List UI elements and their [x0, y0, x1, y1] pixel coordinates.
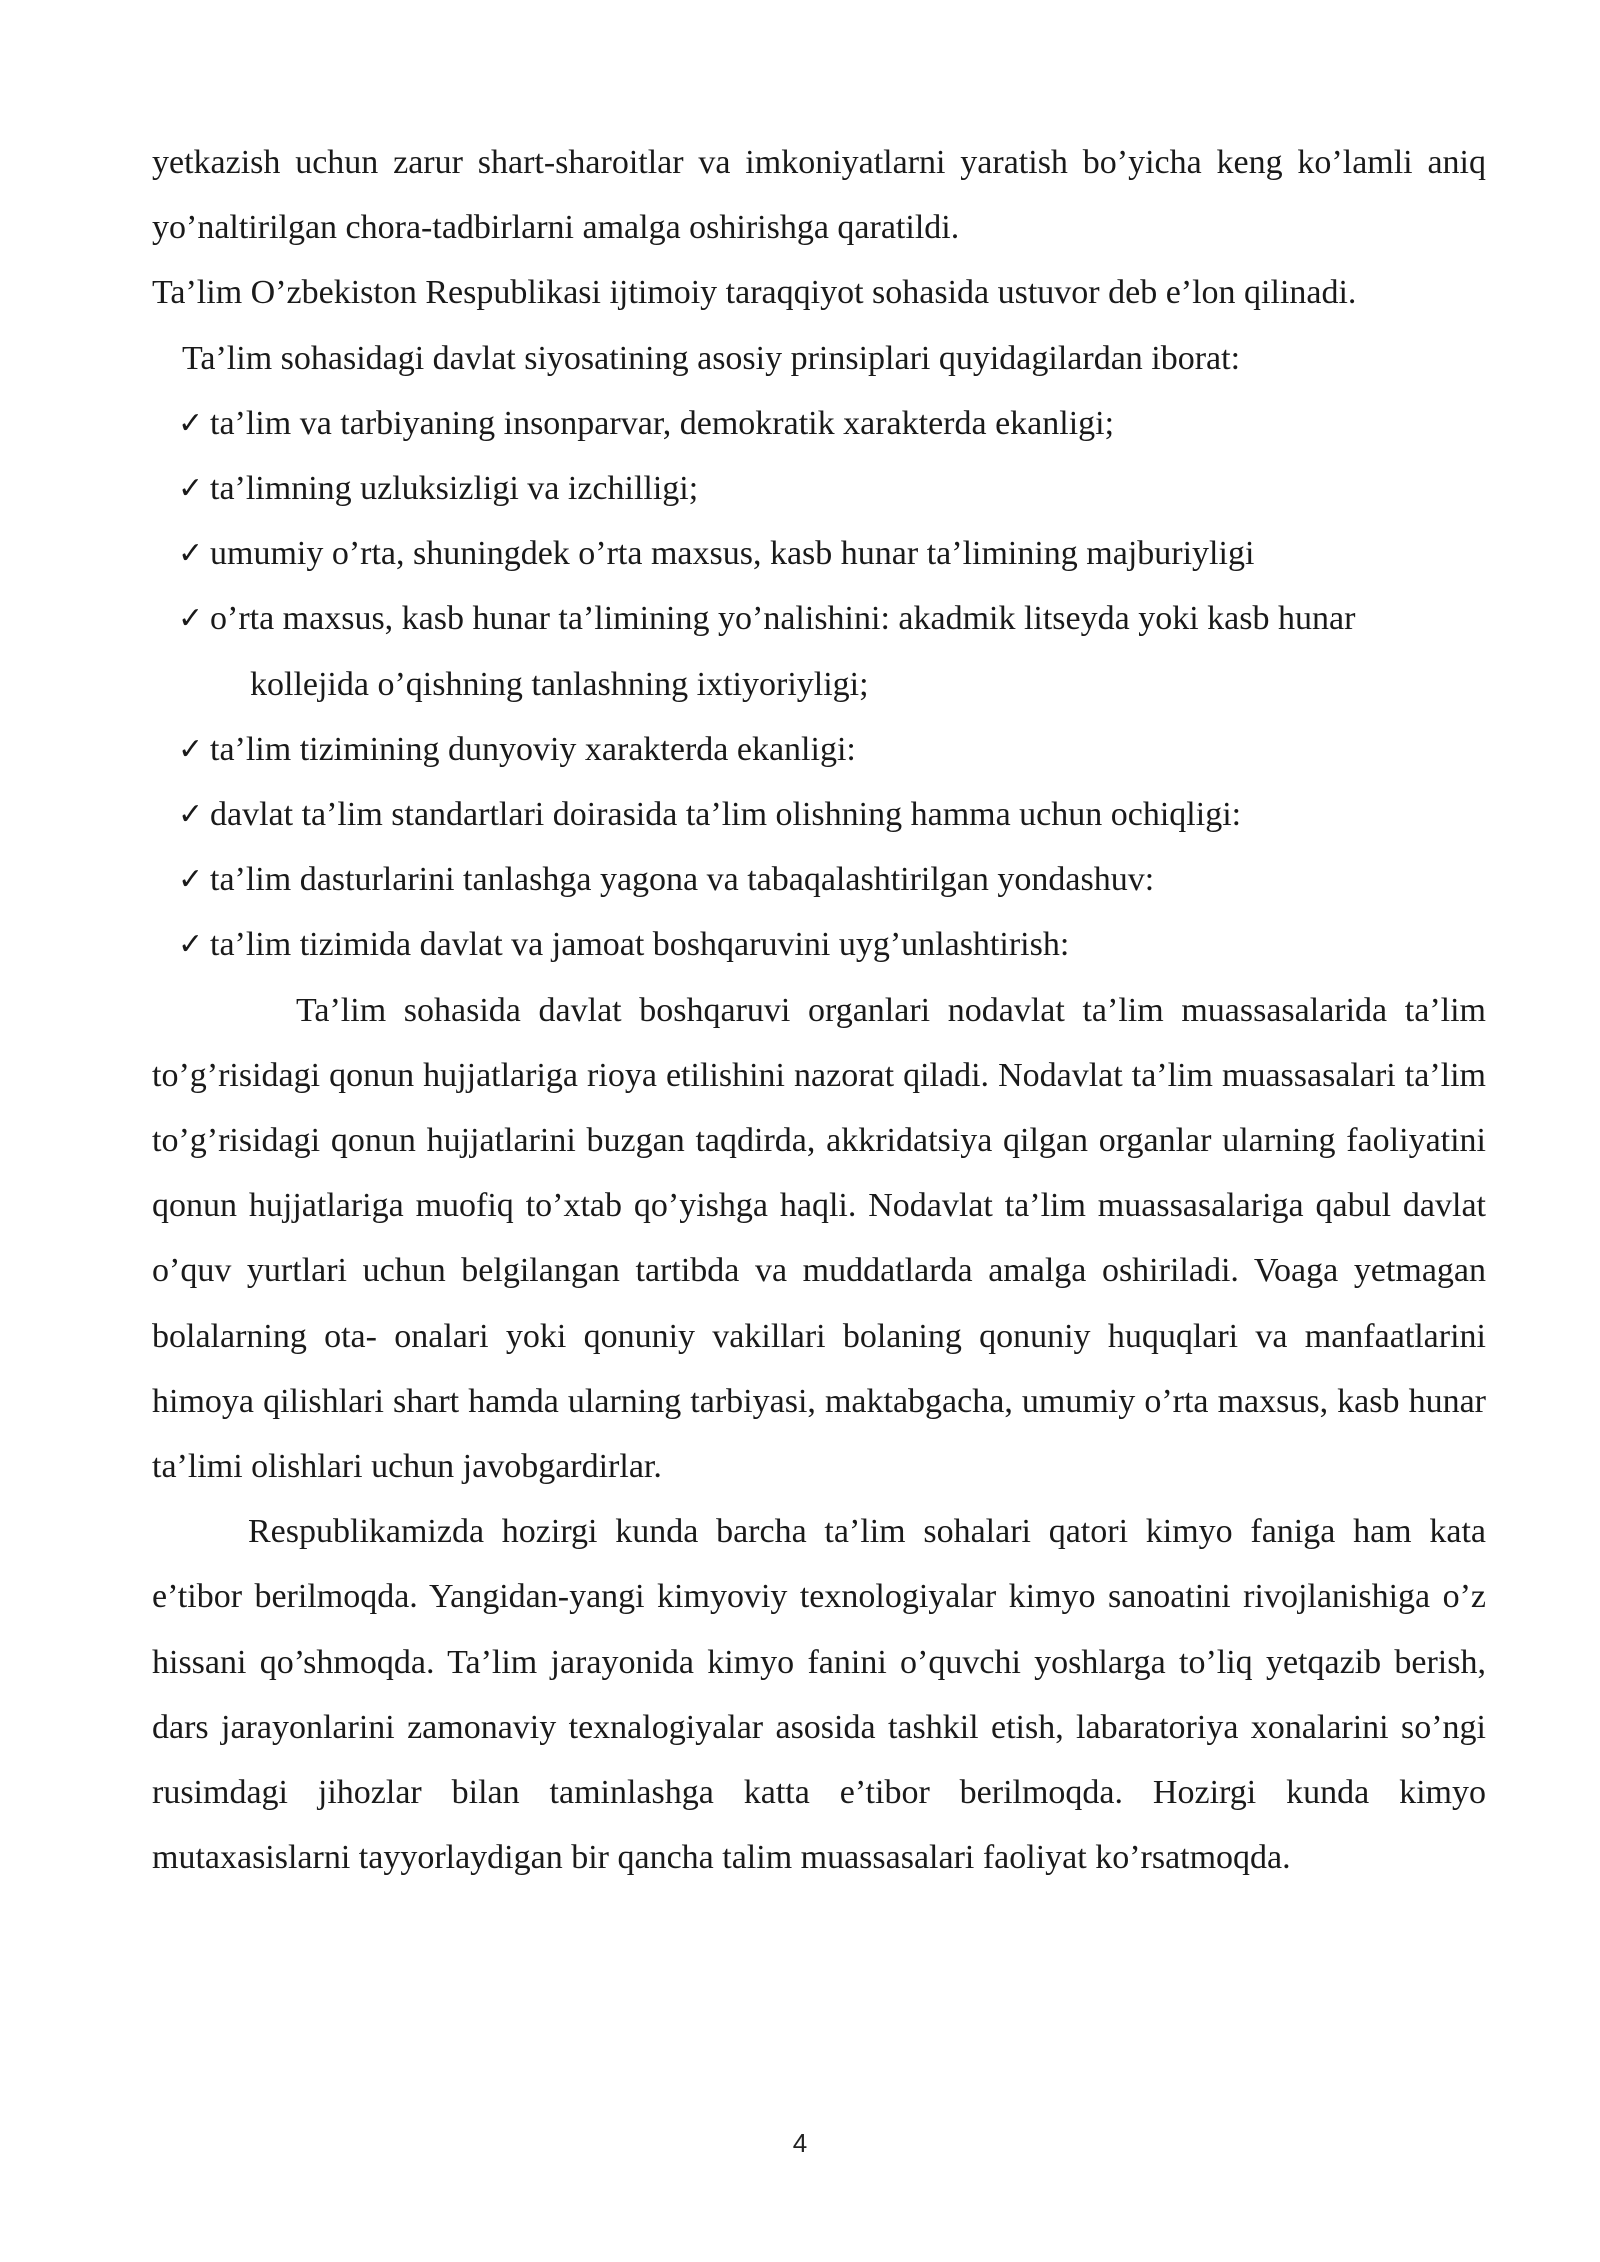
principles-list [152, 391, 1486, 978]
paragraph-chemistry-education: Respublikamizda hozirgi kunda barcha ta’lim sohalari qatori kimyo faniga ham kata e’tibor berilmoqda. Yangidan-yangi kimyoviy texnologiyalar kimyo sanoatini rivojlanishiga o’z hissani qo’shmoqda. Ta’lim jarayonida kimyo fanini o’quvchi yoshlarga to’liq yetqazib berish, dars jarayonlarini zamonaviy texnalogiyalar asosida tashkil etish, labaratoriya xonalarini so’ngi rusimdagi jihozlar bilan taminlashga katta e’tibor berilmoqda. Hozirgi kunda kimyo mutaxasislarni tayyorlaydigan bir qancha talim muassasalari faoliyat ko’rsatmoqda. [152, 1513, 1486, 1877]
list-item-text: umumiy o’rta, shuningdek o’rta maxsus, kasb hunar ta’limining majburiyligi [210, 535, 1255, 573]
paragraph-intro-continuation: yetkazish uchun zarur shart-sharoitlar va imkoniyatlarni yaratish bo’yicha keng ko’lamli aniq yo’naltirilgan chora-tadbirlarni amalga oshirishga qaratildi. [152, 144, 1486, 247]
paragraph-state-oversight: Ta’lim sohasida davlat boshqaruvi organlari nodavlat ta’lim muassasalarida ta’lim to’g’risidagi qonun hujjatlariga rioya etilishini nazorat qiladi. Nodavlat ta’lim muassasalari ta’lim to’g’risidagi qonun hujjatlarini buzgan taqdirda, akkridatsiya qilgan organlar ularning faoliyatini qonun hujjatlariga muofiq to’xtab qo’yishga haqli. Nodavlat ta’lim muassasalariga qabul davlat o’quv yurtlari uchun belgilangan tartibda va muddatlarda amalga oshiriladi. Voaga yetmagan bolalarning ota- onalari yoki qonuniy vakillari bolaning qonuniy huquqlari va manfaatlarini himoya qilishlari shart hamda ularning tarbiyasi, maktabgacha, umumiy o’rta maxsus, kasb hunar ta’limi olishlari uchun javobgardirlar. [152, 991, 1486, 1486]
list-item-text: davlat ta’lim standartlari doirasida ta’lim olishning hamma uchun ochiqligi: [210, 796, 1242, 834]
list-item-text: o’rta maxsus, kasb hunar ta’limining yo’nalishini: akadmik litseyda yoki kasb hunar [210, 600, 1356, 638]
list-item [152, 782, 1486, 847]
paragraph-principles-lead: Ta’lim sohasidagi davlat siyosatining asosiy prinsiplari quyidagilardan iborat: [182, 339, 1241, 377]
checkmark-icon: ✓ [178, 471, 204, 507]
document-page [152, 130, 1486, 1890]
paragraph-education-priority: Ta’lim O’zbekiston Respublikasi ijtimoiy taraqqiyot sohasida ustuvor deb e’lon qilinadi. [152, 274, 1357, 312]
page-number: 4 [792, 2128, 808, 2158]
list-item-text-continuation: kollejida o’qishning tanlashning ixtiyoriyligi; [250, 665, 869, 703]
checkmark-icon: ✓ [178, 862, 204, 898]
checkmark-icon: ✓ [178, 731, 204, 767]
list-item [152, 586, 1486, 716]
list-item [152, 391, 1486, 456]
list-item [152, 847, 1486, 912]
list-item [152, 717, 1486, 782]
list-item-text: ta’lim va tarbiyaning insonparvar, demokratik xarakterda ekanligi; [210, 404, 1115, 442]
list-item [152, 456, 1486, 521]
list-item-text: ta’lim tizimida davlat va jamoat boshqaruvini uyg’unlashtirish: [210, 926, 1070, 964]
checkmark-icon: ✓ [178, 927, 204, 963]
checkmark-icon: ✓ [178, 797, 204, 833]
list-item [152, 912, 1486, 977]
checkmark-icon: ✓ [178, 405, 204, 441]
list-item [152, 521, 1486, 586]
checkmark-icon: ✓ [178, 536, 204, 572]
list-item-text: ta’limning uzluksizligi va izchilligi; [210, 470, 699, 508]
list-item-text: ta’lim tizimining dunyoviy xarakterda ekanligi: [210, 730, 856, 768]
checkmark-icon: ✓ [178, 601, 204, 637]
list-item-text: ta’lim dasturlarini tanlashga yagona va tabaqalashtirilgan yondashuv: [210, 861, 1155, 899]
